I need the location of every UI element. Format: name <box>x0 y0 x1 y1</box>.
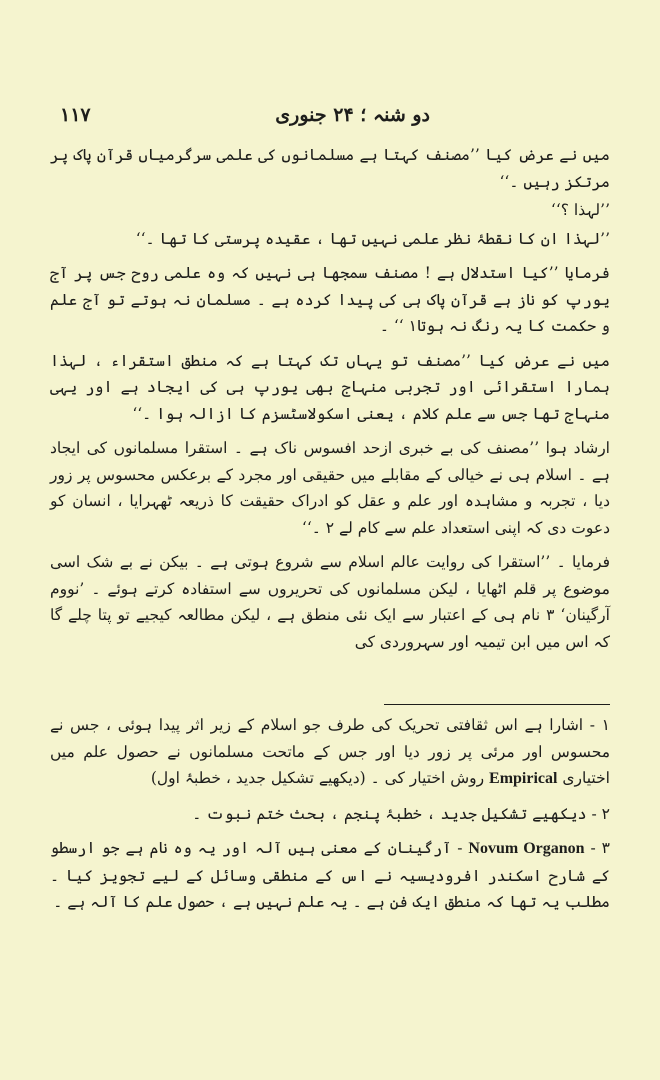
paragraph-7: فرمایا ۔ ’’استقرا کی روایت عالم اسلام سے شروع ہوتی ہے ۔ بیکن نے بے شک اسی موضوع پر قلم اٹھایا ، لیکن مسلمانوں کی تحریروں سے استفادہ کرتے ہوئے ۔ ’نووم آرگینان‘ ۳ نام ہی کے اعتبار سے ایک نئی منطق ہے ، لیکن مطالعہ کیجیے تو پتا چلے گا کہ اس میں ابن تیمیہ اور سہروردی کی <box>50 553 610 651</box>
paragraph-6: ارشاد ہوا ’’مصنف کی بے خبری ازحد افسوس ناک ہے ۔ استقرا مسلمانوں کی ایجاد ہے ۔ اسلام ہی نے خیالی کے مقابلے میں حقیقی اور مجرد کے برعکس محسوس پر زور دیا ، تجربہ و مشاہدہ اور علم و عقل کو ادراک حقیقت کا ذریعہ ٹھہرایا ، انسان کو دعوت دی کہ اپنی استعداد علم سے کام لے ۲ ۔‘‘ <box>50 439 610 537</box>
footnotes <box>50 712 610 924</box>
paragraph-5: میں نے عرض کیا ’’مصنف تو یہاں تک کہتا ہے کہ منطق استقراء ، لہذا ہمارا استقرائی اور تجربی منہاج بھی یورپ ہی کی ایجاد ہے اور یہی منہاج تھا جس سے علم کلام ، یعنی اسکولاسٹسزم کا ازالہ ہوا ۔‘‘ <box>50 351 610 423</box>
footnote-1-text-end: روش اختیار کی ۔ (دیکھیے تشکیل جدید ، خطبۂ اول) <box>150 769 485 787</box>
footnote-2: ۲ - دیکھیے تشکیل جدید ، خطبۂ پنجم ، بحث ختم نبوت ۔ <box>192 804 610 823</box>
page-header <box>60 104 600 136</box>
paragraph-2: ’’لہذا ؟‘‘ <box>550 201 610 219</box>
paragraph-4: فرمایا ’’کیا استدلال ہے ! مصنف سمجھا ہی نہیں کہ وہ علمی روح جس پر آج یورپ کو ناز ہے قرآن پاک ہی کی پیدا کردہ ہے ۔ مسلمان نہ ہوتے تو آج علم و حکمت کا یہ رنگ نہ ہوتا۱ ‘‘ ۔ <box>50 264 610 335</box>
footnote-3-text: - آرگینان کے معنی ہیں آلہ اور یہ وہ نام ہے جو ارسطو کے شارح اسکندر افرودیسیہ نے اس کے منطقی وسائل کے لیے تجویز کیا ۔ مطلب یہ تھا کہ منطق ایک فن ہے ۔ یہ علم نہیں ہے ، حصول علم کا آلہ ہے ۔ <box>50 839 610 911</box>
footnote-1-text-start: ۱ - اشارا ہے اس ثقافتی تحریک کی طرف جو اسلام کے زیر اثر پیدا ہوئی ، جس نے محسوس اور مرئی پر زور دیا اور جس کے ماتحت مسلمانوں نے حصول علم میں اختیاری <box>50 716 610 787</box>
paragraph-3: ’’لہذا ان کا نقطۂ نظر علمی نہیں تھا ، عقیدہ پرستی کا تھا ۔‘‘ <box>135 229 610 248</box>
footnote-1-english-term: Empirical <box>489 770 558 787</box>
footnote-3-number: ۳ - <box>590 839 610 857</box>
footnote-divider <box>384 704 610 705</box>
footnote-1 <box>50 712 610 793</box>
running-title: دو شنہ ؛ ۲۴ جنوری <box>275 104 430 126</box>
footnote-3 <box>50 835 610 916</box>
paragraph-1: میں نے عرض کیا ’’مصنف کہتا ہے مسلمانوں کی علمی سرگرمیاں قرآن پاک پر مرتکز رہیں ۔‘‘ <box>50 146 610 191</box>
footnote-3-english-term: Novum Organon <box>468 840 585 857</box>
page-number: ۱۱۷ <box>60 104 91 126</box>
main-text <box>50 142 610 663</box>
